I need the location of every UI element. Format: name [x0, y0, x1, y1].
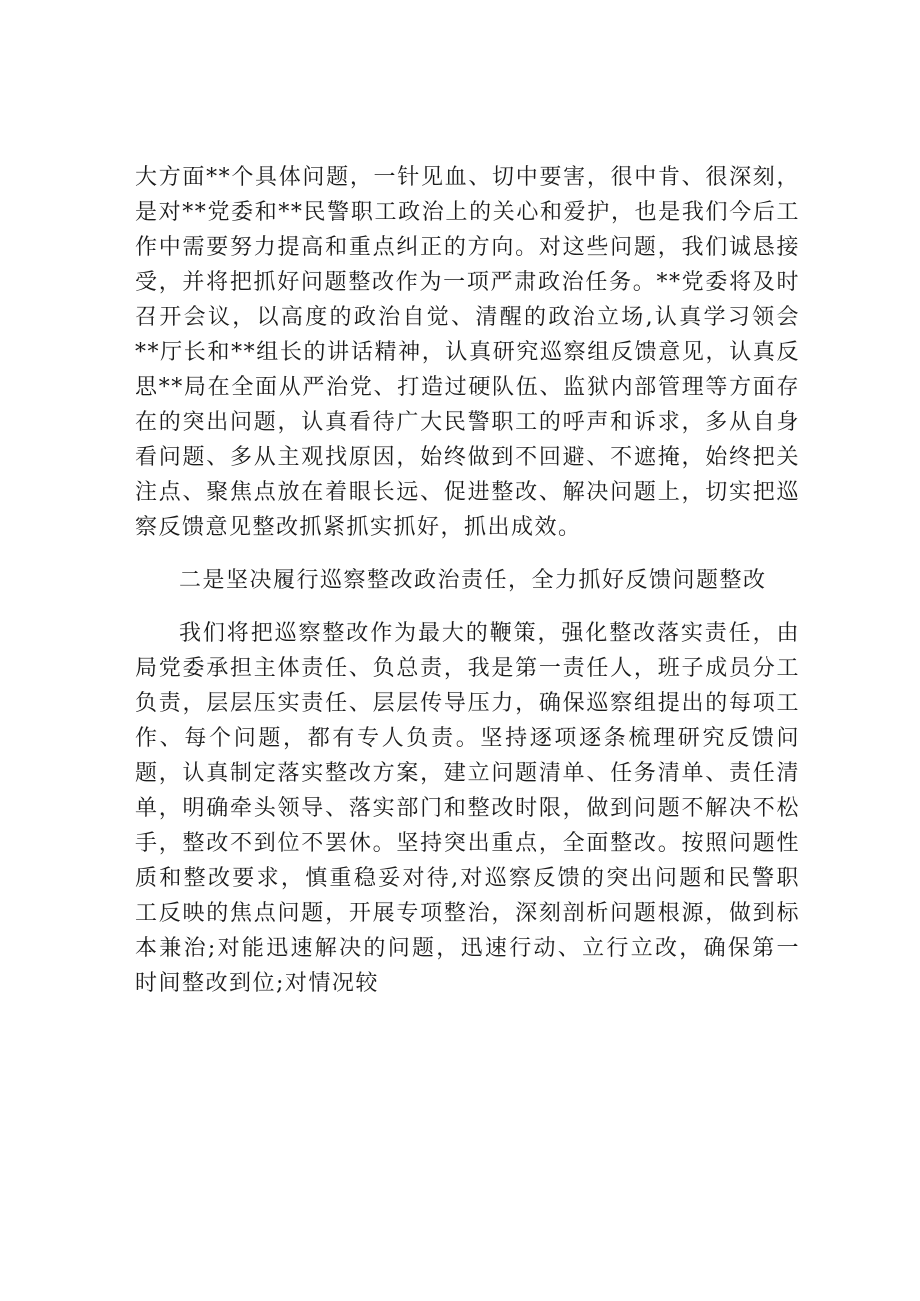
paragraph-body: 我们将把巡察整改作为最大的鞭策，强化整改落实责任，由局党委承担主体责任、负总责，我是第一责任人，班子成员分工负责，层层压实责任、层层传导压力，确保巡察组提出的每项工作、每个问题，都有专人负责。坚持逐项逐条梳理研究反馈问题，认真制定落实整改方案，建立问题清单、任务清单、责任清单，明确牵头领导、落实部门和整改时限，做到问题不解决不松手，整改不到位不罢休。坚持突出重点，全面整改。按照问题性质和整改要求，慎重稳妥对待,对巡察反馈的突出问题和民警职工反映的焦点问题，开展专项整治，深刻剖析问题根源，做到标本兼治;对能迅速解决的问题，迅速行动、立行立改，确保第一时间整改到位;对情况较 — [135, 621, 800, 996]
section-heading: 二是坚决履行巡察整改政治责任，全力抓好反馈问题整改 — [179, 568, 767, 593]
document-body — [135, 160, 800, 1001]
paragraph-continuation: 大方面**个具体问题，一针见血、切中要害，很中肯、很深刻，是对**党委和**民警职工政治上的关心和爱护，也是我们今后工作中需要努力提高和重点纠正的方向。对这些问题，我们诚恳接受，并将把抓好问题整改作为一项严肃政治任务。**党委将及时召开会议，以高度的政治自觉、清醒的政治立场,认真学习领会**厅长和**组长的讲话精神，认真研究巡察组反馈意见，认真反思**局在全面从严治党、打造过硬队伍、监狱内部管理等方面存在的突出问题，认真看待广大民警职工的呼声和诉求，多从自身看问题、多从主观找原因，始终做到不回避、不遮掩，始终把关注点、聚焦点放在着眼长远、促进整改、解决问题上，切实把巡察反馈意见整改抓紧抓实抓好，抓出成效。 — [135, 165, 800, 540]
